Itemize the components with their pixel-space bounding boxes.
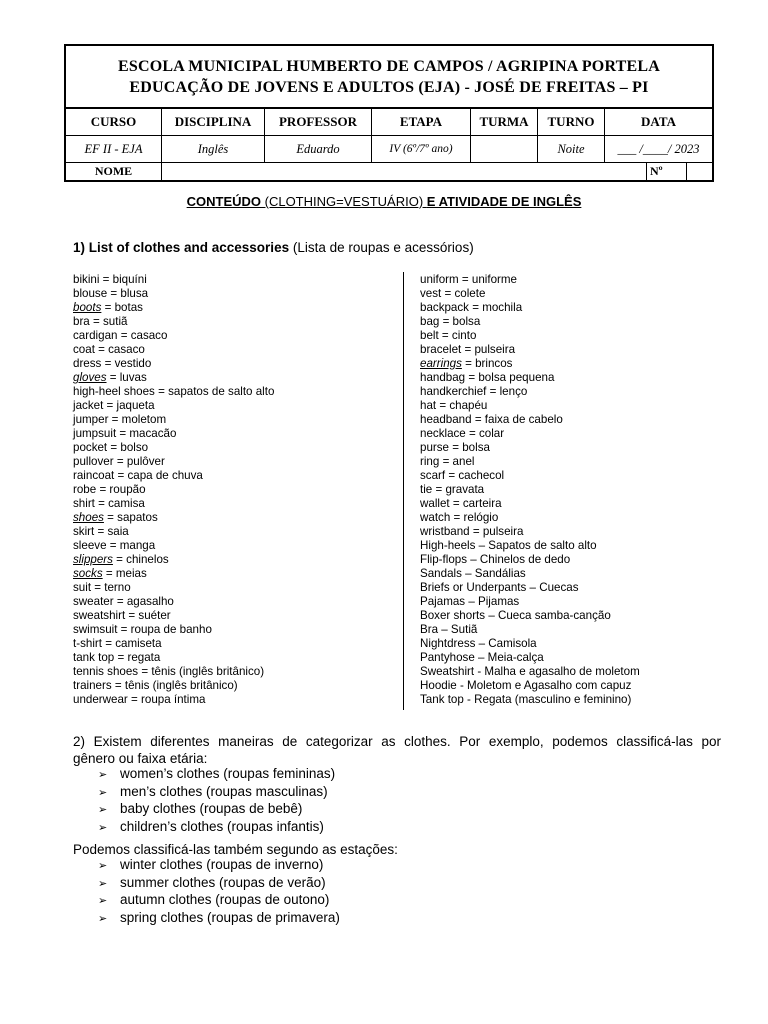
vocab-english: wristband <box>420 525 470 538</box>
label-turma: TURMA <box>471 109 538 135</box>
school-header-table <box>64 44 714 182</box>
name-field[interactable] <box>162 163 647 180</box>
vocab-english: socks <box>73 567 103 580</box>
vocab-item <box>420 455 640 469</box>
vocab-item <box>420 637 640 651</box>
vocab-item <box>73 567 274 581</box>
vocab-translation: = agasalho <box>113 595 174 608</box>
vocab-english: pocket <box>73 441 108 454</box>
numero-field[interactable] <box>687 163 712 180</box>
vocab-item <box>420 371 640 385</box>
vocab-english: headband <box>420 413 472 426</box>
vocab-translation: = brincos <box>461 357 513 370</box>
vocab-english: underwear <box>73 693 128 706</box>
vocab-translation: = cachecol <box>445 469 505 482</box>
vocab-english: raincoat <box>73 469 115 482</box>
value-turma[interactable] <box>471 136 538 162</box>
label-professor: PROFESSOR <box>265 109 372 135</box>
vocab-english: High-heels <box>420 539 476 552</box>
vocab-item <box>73 399 274 413</box>
vocab-translation: = capa de chuva <box>114 469 203 482</box>
vocab-item <box>420 553 640 567</box>
vocab-item <box>420 497 640 511</box>
vocab-translation: – Cueca samba-canção <box>485 609 611 622</box>
value-turno: Noite <box>538 136 605 162</box>
vocab-translation: = mochila <box>468 301 523 314</box>
vocab-translation: = roupa íntima <box>127 693 206 706</box>
vocab-translation: = pulseira <box>461 343 516 356</box>
vocab-item <box>420 511 640 525</box>
vocab-translation: = terno <box>91 581 131 594</box>
vocab-item <box>73 581 274 595</box>
vocab-item <box>73 301 274 315</box>
vocab-english: jumpsuit <box>73 427 117 440</box>
vocab-english: blouse <box>73 287 108 300</box>
section2-paragraph-line1: 2) Existem diferentes maneiras de categorizar as clothes. Por exemplo, podemos classificá-las por <box>73 734 721 749</box>
vocab-english: Hoodie <box>420 679 457 692</box>
vocab-translation: = sapatos <box>103 511 158 524</box>
section2-bullet-list <box>98 766 335 836</box>
vocab-translation: = sapatos de salto alto <box>154 385 275 398</box>
vocab-item <box>420 329 640 343</box>
clothes-list-left <box>73 273 274 707</box>
vocab-english: hat <box>420 399 437 412</box>
arrow-bullet-icon: ➢ <box>98 877 108 890</box>
list-item: ➢ spring clothes (roupas de primavera) <box>98 910 340 928</box>
list-item: ➢ children’s clothes (roupas infantis) <box>98 819 335 837</box>
vocab-item <box>420 441 640 455</box>
vocab-english: watch <box>420 511 451 524</box>
vocab-english: handbag <box>420 371 466 384</box>
list-item: ➢ women’s clothes (roupas femininas) <box>98 766 335 784</box>
vocab-item <box>420 693 640 707</box>
header-labels-row <box>66 109 712 136</box>
vocab-translation: = blusa <box>107 287 149 300</box>
vocab-translation: = suéter <box>125 609 171 622</box>
arrow-bullet-icon: ➢ <box>98 895 108 907</box>
vocab-translation: = pulseira <box>469 525 524 538</box>
name-row <box>66 163 712 180</box>
vocab-item <box>420 385 640 399</box>
list-item: ➢ summer clothes (roupas de verão) <box>98 875 340 893</box>
content-title-part1: CONTEÚDO <box>186 194 262 209</box>
vocab-translation: – Sutiã <box>438 623 478 636</box>
vocab-english: scarf <box>420 469 446 482</box>
vocab-item <box>73 273 274 287</box>
vocab-item <box>73 679 274 693</box>
vocab-item <box>420 651 640 665</box>
vocab-translation: = colete <box>441 287 486 300</box>
content-title-part3: E ATIVIDADE DE INGLÊS <box>426 194 582 209</box>
vocab-english: purse <box>420 441 450 454</box>
vocab-translation: = relógio <box>450 511 499 524</box>
vocab-translation: = meias <box>102 567 147 580</box>
vocab-translation: – Meia-calça <box>474 651 544 664</box>
school-title-line1: ESCOLA MUNICIPAL HUMBERTO DE CAMPOS / AGRIPINA PORTELA <box>117 57 661 75</box>
vocab-translation: = pulôver <box>113 455 165 468</box>
vocab-translation: = roupão <box>96 483 146 496</box>
vocab-english: slippers <box>73 553 113 566</box>
vocab-translation: = tênis (inglês britânico) <box>111 679 238 692</box>
vocab-translation: = gravata <box>432 483 485 496</box>
vocab-item <box>73 455 274 469</box>
vocab-translation: = lenço <box>486 385 528 398</box>
vocab-item <box>73 413 274 427</box>
vocab-item <box>420 427 640 441</box>
vocab-item <box>420 623 640 637</box>
vocab-english: robe <box>73 483 97 496</box>
vocab-english: Pantyhose <box>420 651 475 664</box>
arrow-bullet-icon: ➢ <box>98 860 108 872</box>
vocab-english: Flip-flops <box>420 553 468 566</box>
vocab-translation: = colar <box>465 427 505 440</box>
vocab-item <box>73 623 274 637</box>
vocab-translation: = camisa <box>94 497 145 510</box>
vocab-english: jumper <box>73 413 109 426</box>
vocab-translation: – Sandálias <box>461 567 526 580</box>
vocab-translation: – Chinelos de dedo <box>467 553 571 566</box>
vocab-translation: = anel <box>439 455 475 468</box>
arrow-bullet-icon: ➢ <box>98 821 108 834</box>
vocab-english: Nightdress <box>420 637 476 650</box>
vocab-item <box>73 553 274 567</box>
section1-subtitle: (Lista de roupas e acessórios) <box>289 240 474 255</box>
vocab-translation: - Moletom e Agasalho com capuz <box>456 679 632 692</box>
vocab-item <box>73 693 274 707</box>
arrow-bullet-icon: ➢ <box>98 804 108 816</box>
vocab-translation: – Cuecas <box>526 581 579 594</box>
vocab-translation: = cinto <box>438 329 477 342</box>
school-title-block <box>66 46 712 109</box>
school-title-line2: EDUCAÇÃO DE JOVENS E ADULTOS (EJA) - JOSÉ DE FREITAS – PI <box>129 78 649 96</box>
vocab-english: wallet <box>420 497 450 510</box>
vocab-item <box>420 609 640 623</box>
vocab-item <box>420 413 640 427</box>
vocab-english: swimsuit <box>73 623 118 636</box>
vocab-item <box>420 539 640 553</box>
vocab-item <box>73 371 274 385</box>
vocab-item <box>420 399 640 413</box>
label-curso: CURSO <box>66 109 162 135</box>
list-item: ➢ baby clothes (roupas de bebê) <box>98 801 335 819</box>
section3-bullet-list <box>98 857 340 927</box>
vocab-english: Pajamas <box>420 595 466 608</box>
label-disciplina: DISCIPLINA <box>162 109 265 135</box>
vocab-item <box>73 469 274 483</box>
vocab-translation: - Regata (masculino e feminino) <box>463 693 632 706</box>
vocab-translation: = chinelos <box>112 553 169 566</box>
vocab-translation: = uniforme <box>458 273 517 286</box>
value-etapa: IV (6º/7º ano) <box>372 136 471 162</box>
vocab-item <box>420 595 640 609</box>
vocab-item <box>420 469 640 483</box>
vocab-english: Bra <box>420 623 439 636</box>
vocab-item <box>73 525 274 539</box>
vocab-english: shirt <box>73 497 95 510</box>
list-item: ➢ autumn clothes (roupas de outono) <box>98 892 340 910</box>
label-numero: Nº <box>647 163 687 180</box>
vocab-item <box>73 329 274 343</box>
vocab-item <box>420 343 640 357</box>
vocab-item <box>73 595 274 609</box>
vocab-item <box>73 609 274 623</box>
vocab-english: ring <box>420 455 440 468</box>
vocab-english: dress <box>73 357 102 370</box>
vocab-english: belt <box>420 329 439 342</box>
arrow-bullet-icon: ➢ <box>98 786 108 799</box>
label-nome: NOME <box>66 163 162 180</box>
vocab-english: t-shirt <box>73 637 102 650</box>
vocab-translation: = moletom <box>108 413 167 426</box>
vocab-english: bracelet <box>420 343 462 356</box>
vocab-item <box>73 427 274 441</box>
value-disciplina: Inglês <box>162 136 265 162</box>
list-item: ➢ men’s clothes (roupas masculinas) <box>98 784 335 802</box>
vocab-english: bag <box>420 315 440 328</box>
vocab-english: pullover <box>73 455 114 468</box>
vocab-translation: = macacão <box>116 427 177 440</box>
vocab-english: sweatshirt <box>73 609 126 622</box>
vocab-english: Boxer shorts <box>420 609 486 622</box>
vocab-english: bikini <box>73 273 100 286</box>
vocab-item <box>73 539 274 553</box>
vocab-translation: = jaqueta <box>103 399 155 412</box>
vocab-english: jacket <box>73 399 104 412</box>
vocab-translation: = casaco <box>117 329 168 342</box>
vocab-english: vest <box>420 287 442 300</box>
vocab-item <box>73 483 274 497</box>
vocab-translation: = carteira <box>449 497 502 510</box>
vocab-translation: = vestido <box>101 357 152 370</box>
section3-paragraph: Podemos classificá-las também segundo as estações: <box>73 842 398 857</box>
vocab-english: Sandals <box>420 567 462 580</box>
vocab-translation: = bolsa <box>449 441 490 454</box>
header-values-row <box>66 136 712 163</box>
vocab-item <box>73 287 274 301</box>
vocab-item <box>420 483 640 497</box>
section1-heading <box>73 240 474 255</box>
vocab-translation: = bolsa <box>439 315 481 328</box>
content-title <box>0 194 768 209</box>
vocab-english: shoes <box>73 511 104 524</box>
section2-paragraph-line2: gênero ou faixa etária: <box>73 751 208 766</box>
column-divider <box>403 272 404 710</box>
vocab-english: cardigan <box>73 329 118 342</box>
list-item: ➢ winter clothes (roupas de inverno) <box>98 857 340 875</box>
vocab-english: handkerchief <box>420 385 487 398</box>
section1-title: 1) List of clothes and accessories <box>73 240 290 255</box>
vocab-english: tie <box>420 483 433 496</box>
vocab-item <box>73 315 274 329</box>
vocab-translation: = chapéu <box>436 399 488 412</box>
vocab-translation: – Camisola <box>475 637 537 650</box>
vocab-item <box>73 497 274 511</box>
label-etapa: ETAPA <box>372 109 471 135</box>
vocab-item <box>73 441 274 455</box>
vocab-english: Tank top <box>420 693 464 706</box>
vocab-item <box>73 343 274 357</box>
vocab-english: necklace <box>420 427 466 440</box>
vocab-english: coat <box>73 343 95 356</box>
vocab-item <box>420 273 640 287</box>
label-turno: TURNO <box>538 109 605 135</box>
vocab-item <box>73 651 274 665</box>
vocab-item <box>73 511 274 525</box>
vocab-translation: = bolso <box>107 441 149 454</box>
vocab-translation: = regata <box>114 651 161 664</box>
vocab-item <box>73 665 274 679</box>
label-data: DATA <box>641 114 676 129</box>
section2-paragraph <box>73 733 721 767</box>
vocab-english: Briefs or Underpants <box>420 581 527 594</box>
vocab-translation: = botas <box>101 301 143 314</box>
vocab-item <box>420 525 640 539</box>
vocab-item <box>420 357 640 371</box>
vocab-english: tank top <box>73 651 115 664</box>
vocab-translation: = camiseta <box>101 637 162 650</box>
vocab-item <box>73 637 274 651</box>
vocab-translation: – Sapatos de salto alto <box>475 539 597 552</box>
vocab-item <box>73 385 274 399</box>
vocab-translation: – Pijamas <box>465 595 520 608</box>
vocab-translation: = tênis (inglês britânico) <box>138 665 265 678</box>
vocab-english: trainers <box>73 679 112 692</box>
vocab-english: sleeve <box>73 539 107 552</box>
vocab-item <box>73 357 274 371</box>
vocab-item <box>420 665 640 679</box>
vocab-translation: = faixa de cabelo <box>471 413 563 426</box>
vocab-english: earrings <box>420 357 462 370</box>
vocab-english: gloves <box>73 371 107 384</box>
vocab-english: Sweatshirt <box>420 665 475 678</box>
vocab-item <box>420 567 640 581</box>
vocab-translation: = luvas <box>106 371 147 384</box>
vocab-english: suit <box>73 581 92 594</box>
vocab-english: high-heel shoes <box>73 385 155 398</box>
vocab-item <box>420 679 640 693</box>
vocab-item <box>420 315 640 329</box>
arrow-bullet-icon: ➢ <box>98 912 108 925</box>
content-title-part2: (CLOTHING=VESTUÁRIO) <box>261 194 427 209</box>
vocab-english: uniform <box>420 273 459 286</box>
vocab-translation: - Malha e agasalho de moletom <box>474 665 640 678</box>
vocab-translation: = casaco <box>94 343 145 356</box>
vocab-translation: = sutiã <box>89 315 128 328</box>
vocab-translation: = manga <box>106 539 156 552</box>
clothes-list-right <box>420 273 640 707</box>
vocab-translation: = bolsa pequena <box>465 371 555 384</box>
vocab-english: sweater <box>73 595 114 608</box>
vocab-translation: = roupa de banho <box>117 623 212 636</box>
arrow-bullet-icon: ➢ <box>98 769 108 781</box>
vocab-item <box>420 287 640 301</box>
vocab-english: boots <box>73 301 102 314</box>
value-data[interactable]: ___ /____/ 2023 <box>617 141 700 156</box>
vocab-item <box>420 301 640 315</box>
vocab-english: skirt <box>73 525 95 538</box>
vocab-item <box>420 581 640 595</box>
vocab-english: backpack <box>420 301 469 314</box>
vocab-english: bra <box>73 315 90 328</box>
value-curso: EF II - EJA <box>66 136 162 162</box>
value-professor: Eduardo <box>265 136 372 162</box>
vocab-translation: = saia <box>94 525 129 538</box>
vocab-translation: = biquíni <box>99 273 147 286</box>
vocab-english: tennis shoes <box>73 665 139 678</box>
